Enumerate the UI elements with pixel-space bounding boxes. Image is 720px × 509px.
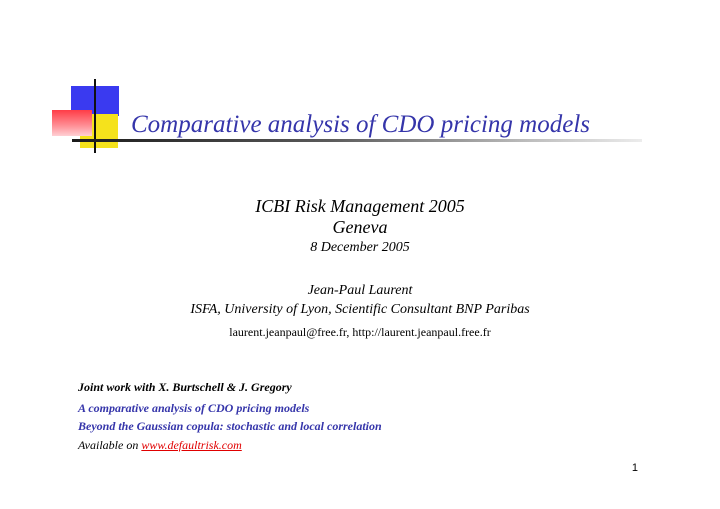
author-contact: laurent.jeanpaul@free.fr, http://laurent.jeanpaul.free.fr xyxy=(229,325,491,339)
paper-title-1: A comparative analysis of CDO pricing models xyxy=(78,401,310,415)
event-name: ICBI Risk Management 2005 xyxy=(255,196,465,216)
defaultrisk-link[interactable]: www.defaultrisk.com xyxy=(141,438,242,452)
author-affiliation: ISFA, University of Lyon, Scientific Consultant BNP Paribas xyxy=(190,302,530,317)
logo-red-square xyxy=(52,110,92,136)
author-name: Jean-Paul Laurent xyxy=(307,283,413,298)
slide-title: Comparative analysis of CDO pricing models xyxy=(131,111,591,138)
paper-title-2: Beyond the Gaussian copula: stochastic and local correlation xyxy=(78,419,382,433)
event-location: Geneva xyxy=(332,217,388,237)
availability-note xyxy=(78,438,242,453)
availability-prefix: Available on xyxy=(78,438,142,452)
event-date: 8 December 2005 xyxy=(310,240,410,255)
joint-work-note: Joint work with X. Burtschell & J. Gregory xyxy=(78,380,292,394)
page-number: 1 xyxy=(631,462,638,474)
title-underline xyxy=(72,139,642,142)
